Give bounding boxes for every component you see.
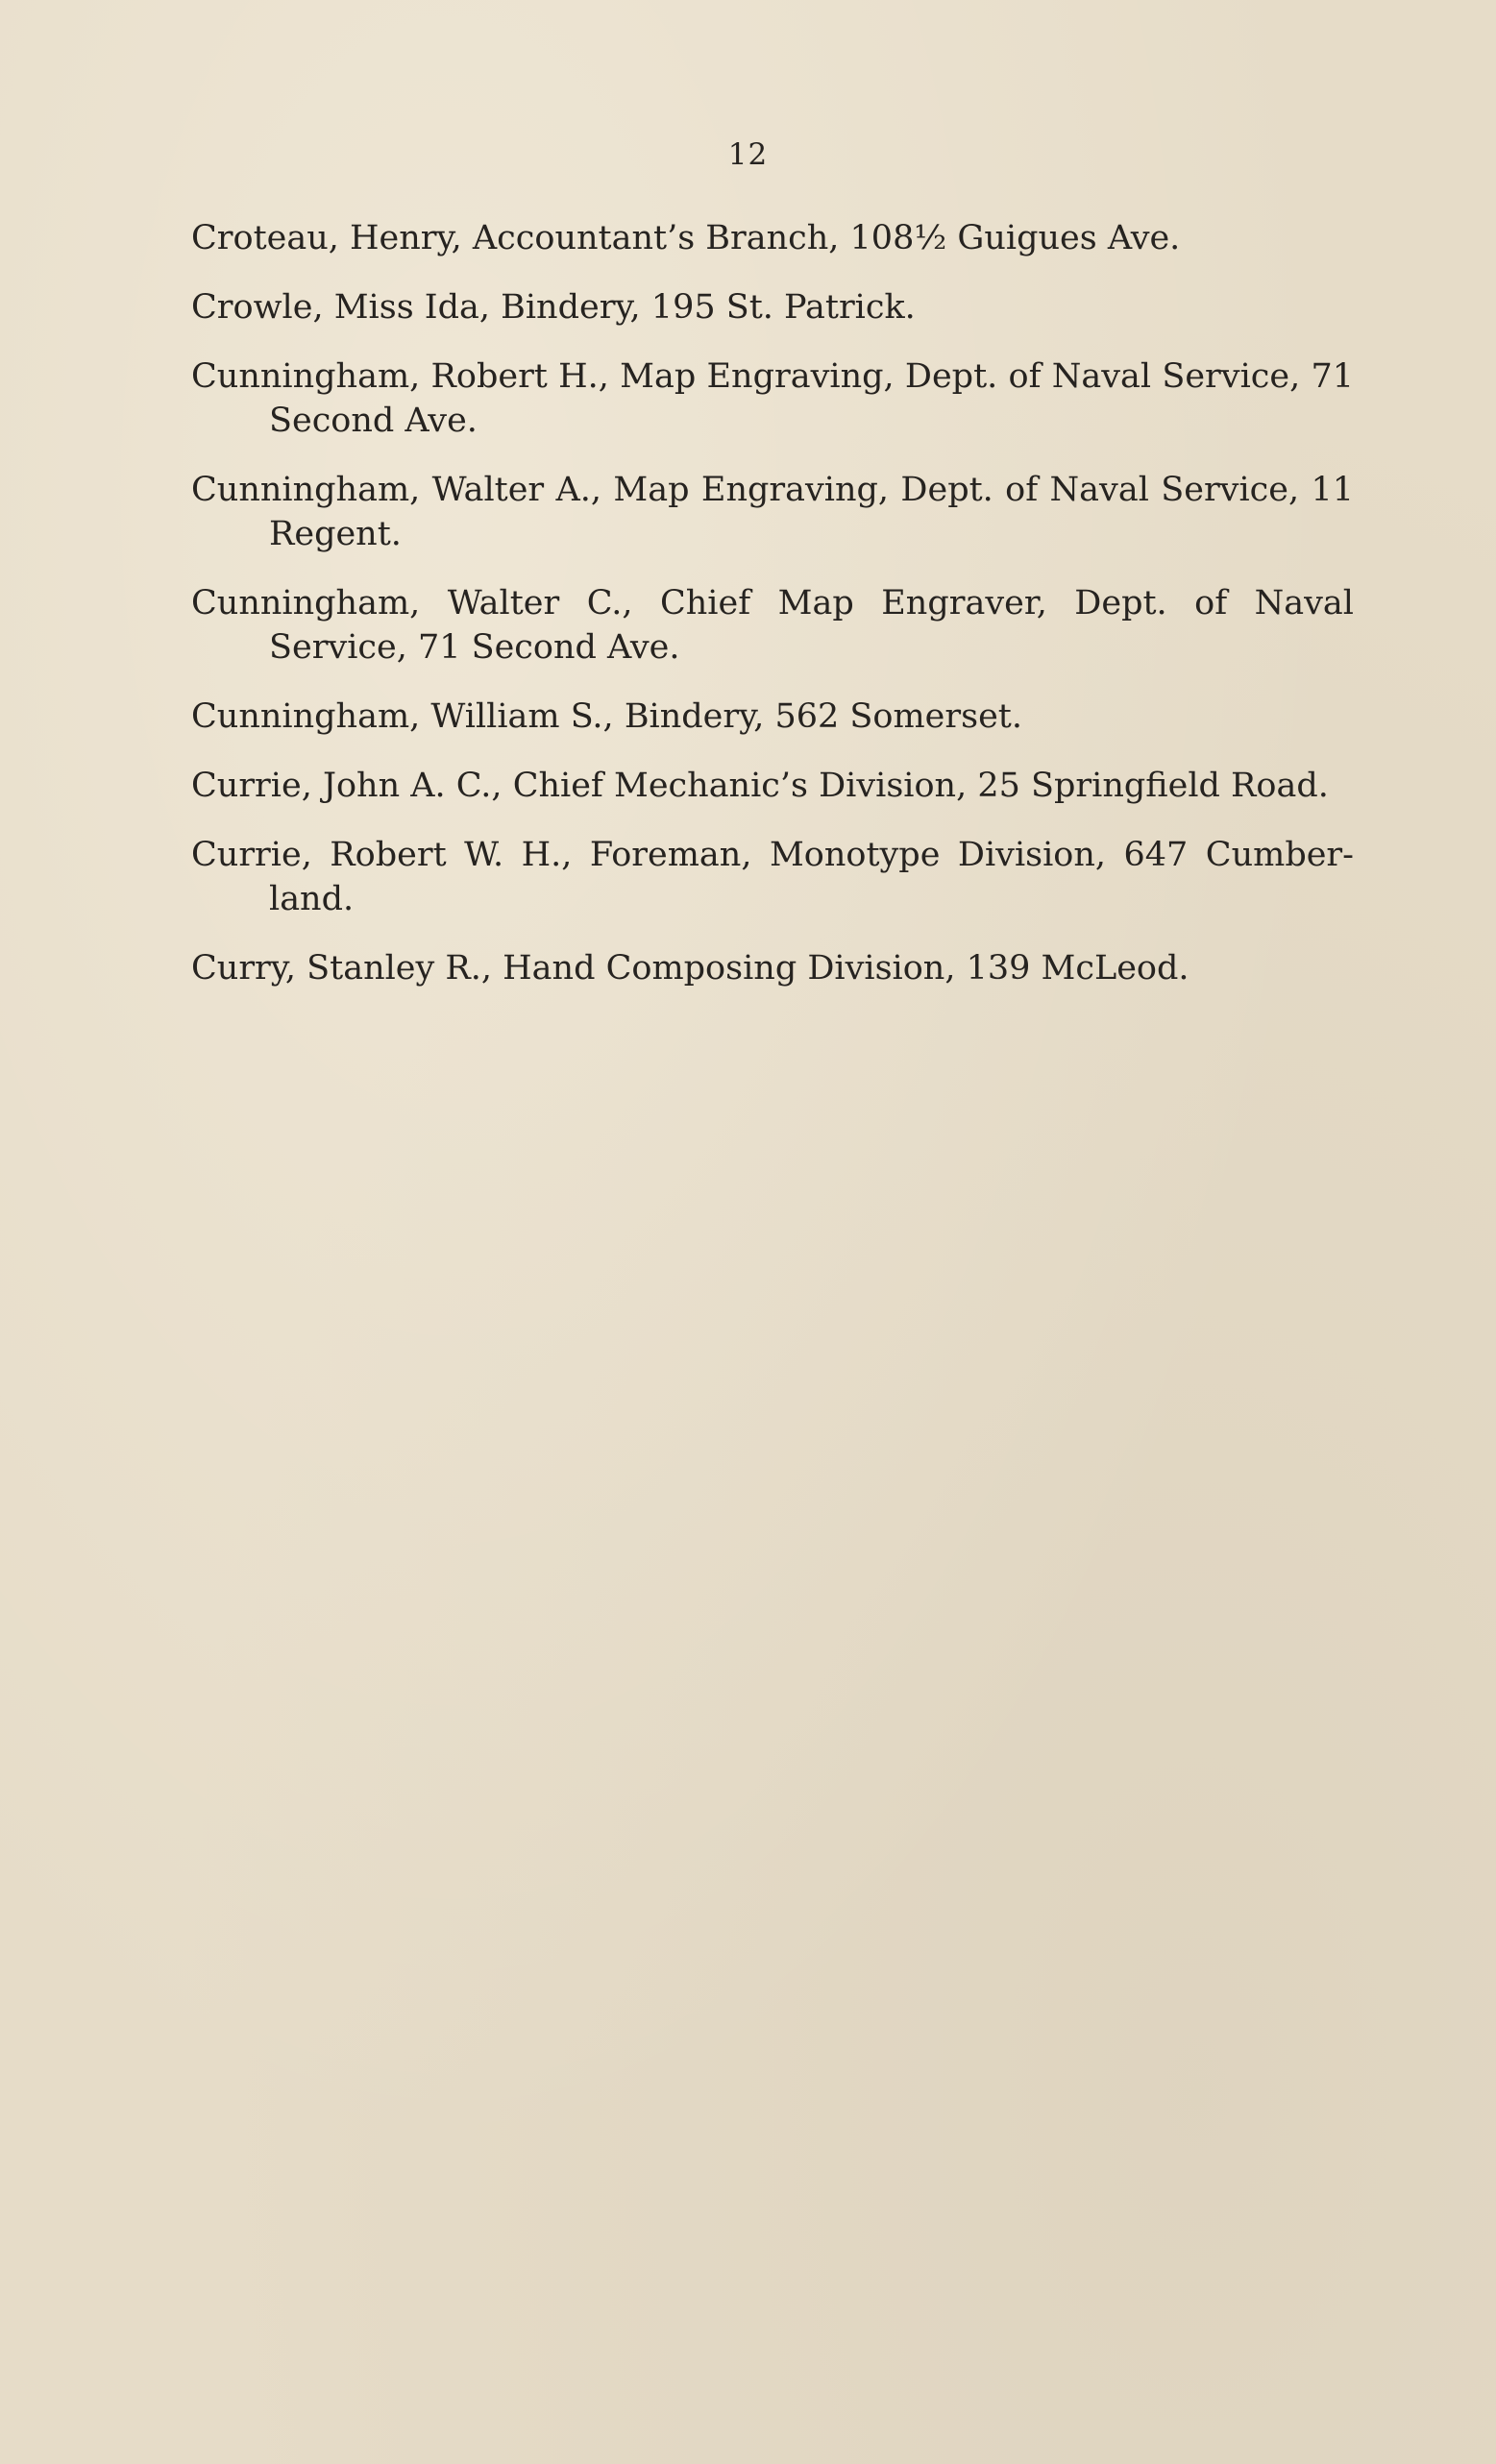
directory-entries [191, 216, 1354, 1015]
directory-entry: Cunningham, Robert H., Map Engraving, Dept. of Naval Service, 71 Second Ave. [191, 357, 1354, 440]
directory-entry: Cunningham, Walter A., Map Engraving, Dept. of Naval Service, 11 Regent. [191, 471, 1354, 553]
directory-entry: Cunningham, Walter C., Chief Map Engraver, Dept. of Naval Service, 71 Second Ave. [191, 584, 1354, 667]
directory-entry: Currie, Robert W. H., Foreman, Monotype Division, 647 Cumberland. [191, 836, 1354, 918]
directory-entry: Currie, John A. C., Chief Mechanic’s Division, 25 Springfield Road. [191, 767, 1329, 805]
directory-entry: Curry, Stanley R., Hand Composing Division, 139 McLeod. [191, 949, 1189, 988]
directory-entry: Croteau, Henry, Accountant’s Branch, 108½ Guigues Ave. [191, 219, 1181, 257]
directory-entry: Cunningham, William S., Bindery, 562 Somerset. [191, 697, 1022, 736]
page-number: 12 [727, 137, 769, 172]
directory-entry: Crowle, Miss Ida, Bindery, 195 St. Patrick. [191, 288, 916, 327]
